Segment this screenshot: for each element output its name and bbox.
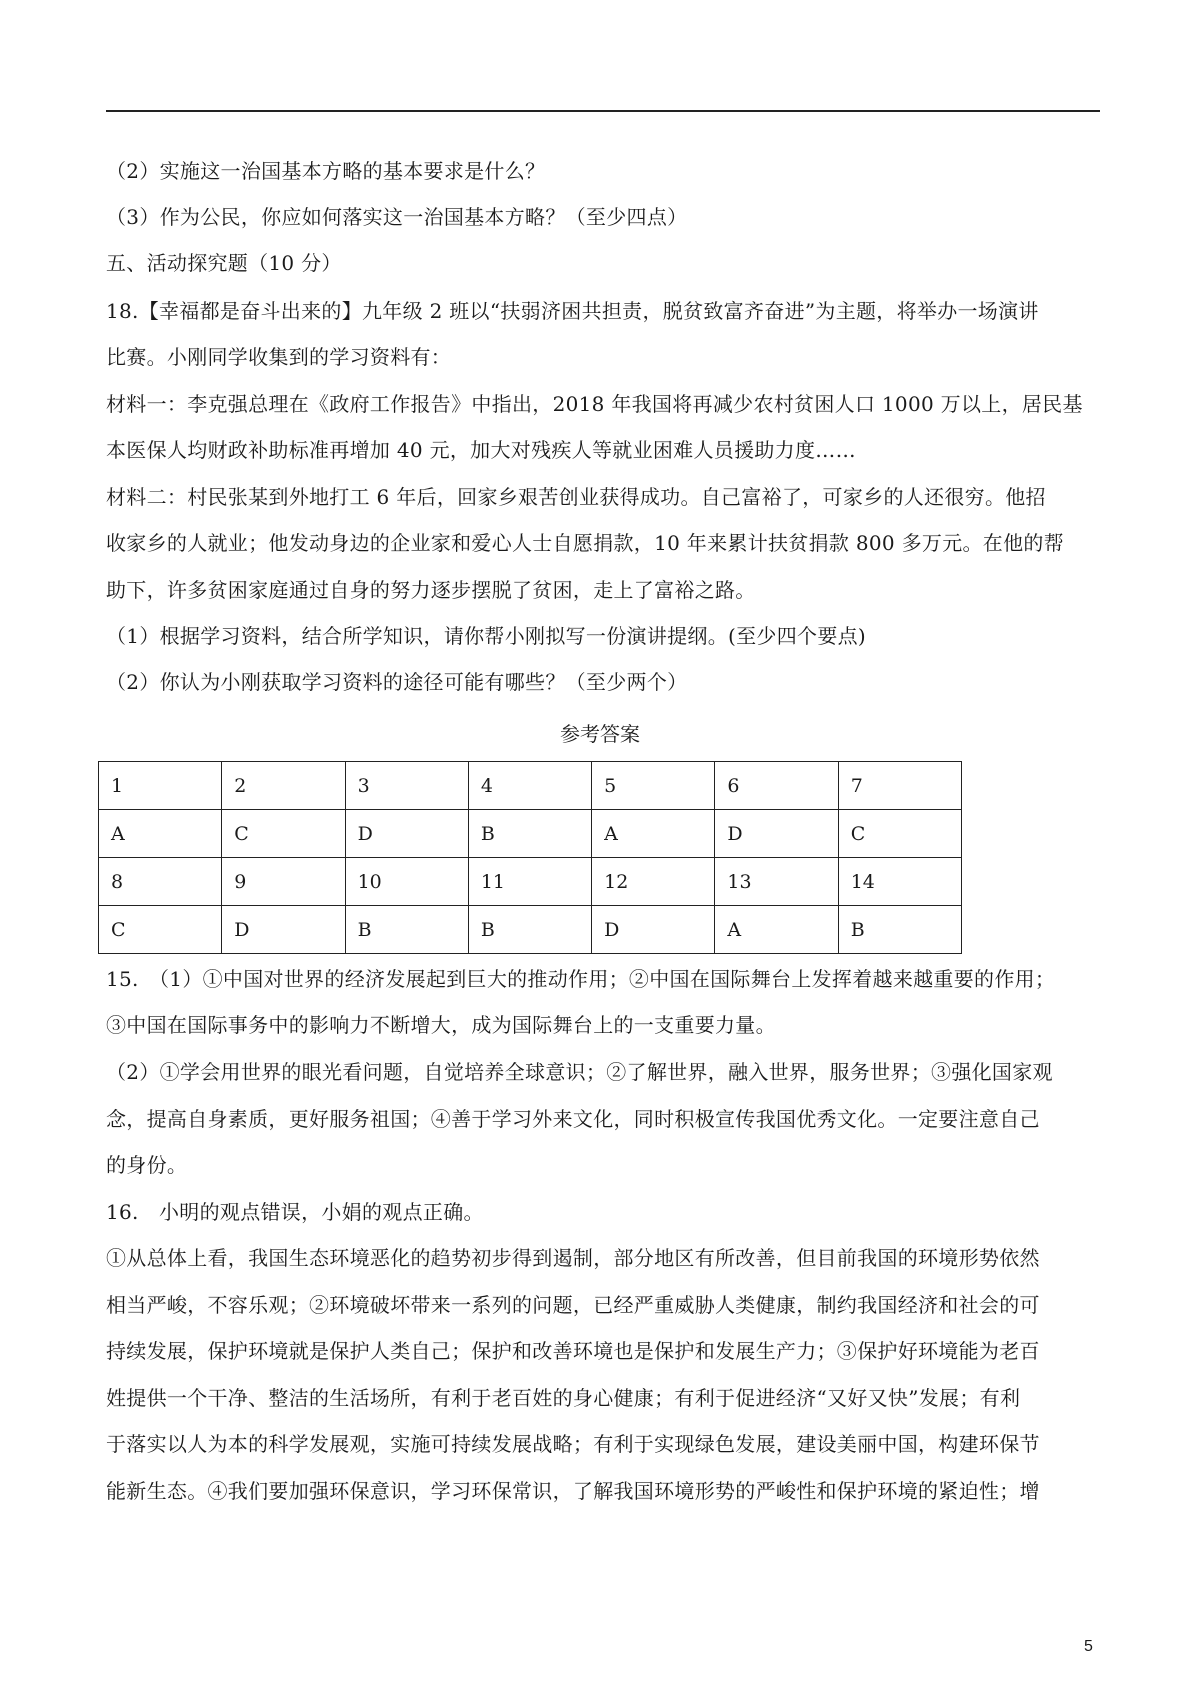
table-cell: D (592, 906, 715, 954)
answer16-line4: 持续发展，保护环境就是保护人类自己；保护和改善环境也是保护和发展生产力；③保护好环境能为老百 (106, 1339, 1040, 1363)
table-row (99, 762, 962, 810)
table-cell: 8 (99, 858, 222, 906)
answer15-line1: 15. （1）①中国对世界的经济发展起到巨大的推动作用；②中国在国际舞台上发挥着越来越重要的作用； (106, 967, 1056, 991)
table-cell: 6 (715, 762, 838, 810)
q18-sub1: （1）根据学习资料，结合所学知识，请你帮小刚拟写一份演讲提纲。(至少四个要点) (106, 624, 867, 648)
q18-stem-line1: 18.【幸福都是奋斗出来的】九年级 2 班以“扶弱济困共担责，脱贫致富齐奋进”为主题，将举办一场演讲 (106, 299, 1039, 323)
answer16-line3: 相当严峻，不容乐观；②环境破坏带来一系列的问题，已经严重威胁人类健康，制约我国经济和社会的可 (106, 1293, 1040, 1317)
table-row (99, 810, 962, 858)
table-cell: 3 (345, 762, 468, 810)
q17-sub3: （3）作为公民，你应如何落实这一治国基本方略？（至少四点） (106, 205, 688, 229)
table-cell: 1 (99, 762, 222, 810)
table-cell: D (222, 906, 345, 954)
material2-line3: 助下，许多贫困家庭通过自身的努力逐步摆脱了贫困，走上了富裕之路。 (106, 578, 756, 602)
answer15-line2: ③中国在国际事务中的影响力不断增大，成为国际舞台上的一支重要力量。 (106, 1013, 776, 1037)
table-cell: B (468, 906, 591, 954)
material1-line2: 本医保人均财政补助标准再增加 40 元，加大对残疾人等就业困难人员援助力度…… (106, 438, 856, 462)
answer-table (98, 761, 962, 954)
answer16-line5: 姓提供一个干净、整洁的生活场所，有利于老百姓的身心健康；有利于促进经济“又好又快”发展；有利 (106, 1386, 1021, 1410)
header-rule (106, 110, 1100, 112)
answer15-sub2-line2: 念，提高自身素质，更好服务祖国；④善于学习外来文化，同时积极宣传我国优秀文化。一定要注意自己 (106, 1107, 1040, 1131)
table-cell: A (715, 906, 838, 954)
answer16-line2: ①从总体上看，我国生态环境恶化的趋势初步得到遏制，部分地区有所改善，但目前我国的环境形势依然 (106, 1246, 1040, 1270)
table-cell: C (99, 906, 222, 954)
answer16-line7: 能新生态。④我们要加强环保意识，学习环保常识，了解我国环境形势的严峻性和保护环境的紧迫性；增 (106, 1479, 1040, 1503)
table-cell: C (838, 810, 961, 858)
table-cell: 9 (222, 858, 345, 906)
q18-sub2: （2）你认为小刚获取学习资料的途径可能有哪些？（至少两个） (106, 670, 688, 694)
material2-line1: 材料二：村民张某到外地打工 6 年后，回家乡艰苦创业获得成功。自己富裕了，可家乡的人还很穷。他招 (106, 485, 1046, 509)
table-row (99, 858, 962, 906)
q17-sub2: （2）实施这一治国基本方略的基本要求是什么？ (106, 159, 546, 183)
table-cell: C (222, 810, 345, 858)
answer15-sub2-line1: （2）①学会用世界的眼光看问题，自觉培养全球意识；②了解世界，融入世界，服务世界；③强化国家观 (106, 1060, 1053, 1084)
table-cell: B (468, 810, 591, 858)
table-cell: 5 (592, 762, 715, 810)
table-cell: 7 (838, 762, 961, 810)
answer16-line6: 于落实以人为本的科学发展观，实施可持续发展战略；有利于实现绿色发展，建设美丽中国，构建环保节 (106, 1432, 1040, 1456)
material2-line2: 收家乡的人就业；他发动身边的企业家和爱心人士自愿捐款，10 年来累计扶贫捐款 800 多万元。在他的帮 (106, 531, 1064, 555)
answer15-sub2-line3: 的身份。 (106, 1153, 188, 1177)
table-cell: 12 (592, 858, 715, 906)
table-cell: 11 (468, 858, 591, 906)
table-cell: A (592, 810, 715, 858)
table-cell: 14 (838, 858, 961, 906)
q18-stem-line2: 比赛。小刚同学收集到的学习资料有： (106, 345, 452, 369)
answer-key-title: 参考答案 (560, 722, 640, 746)
table-cell: B (838, 906, 961, 954)
table-cell: 13 (715, 858, 838, 906)
material1-line1: 材料一：李克强总理在《政府工作报告》中指出，2018 年我国将再减少农村贫困人口 1000 万以上，居民基 (106, 392, 1083, 416)
table-cell: 4 (468, 762, 591, 810)
answer16-line1: 16. 小明的观点错误，小娟的观点正确。 (106, 1200, 484, 1224)
page-number: 5 (1084, 1638, 1093, 1655)
table-cell: A (99, 810, 222, 858)
table-cell: D (345, 810, 468, 858)
section5-title: 五、活动探究题（10 分） (106, 251, 342, 275)
table-cell: 10 (345, 858, 468, 906)
table-cell: 2 (222, 762, 345, 810)
table-cell: D (715, 810, 838, 858)
table-cell: B (345, 906, 468, 954)
table-row (99, 906, 962, 954)
